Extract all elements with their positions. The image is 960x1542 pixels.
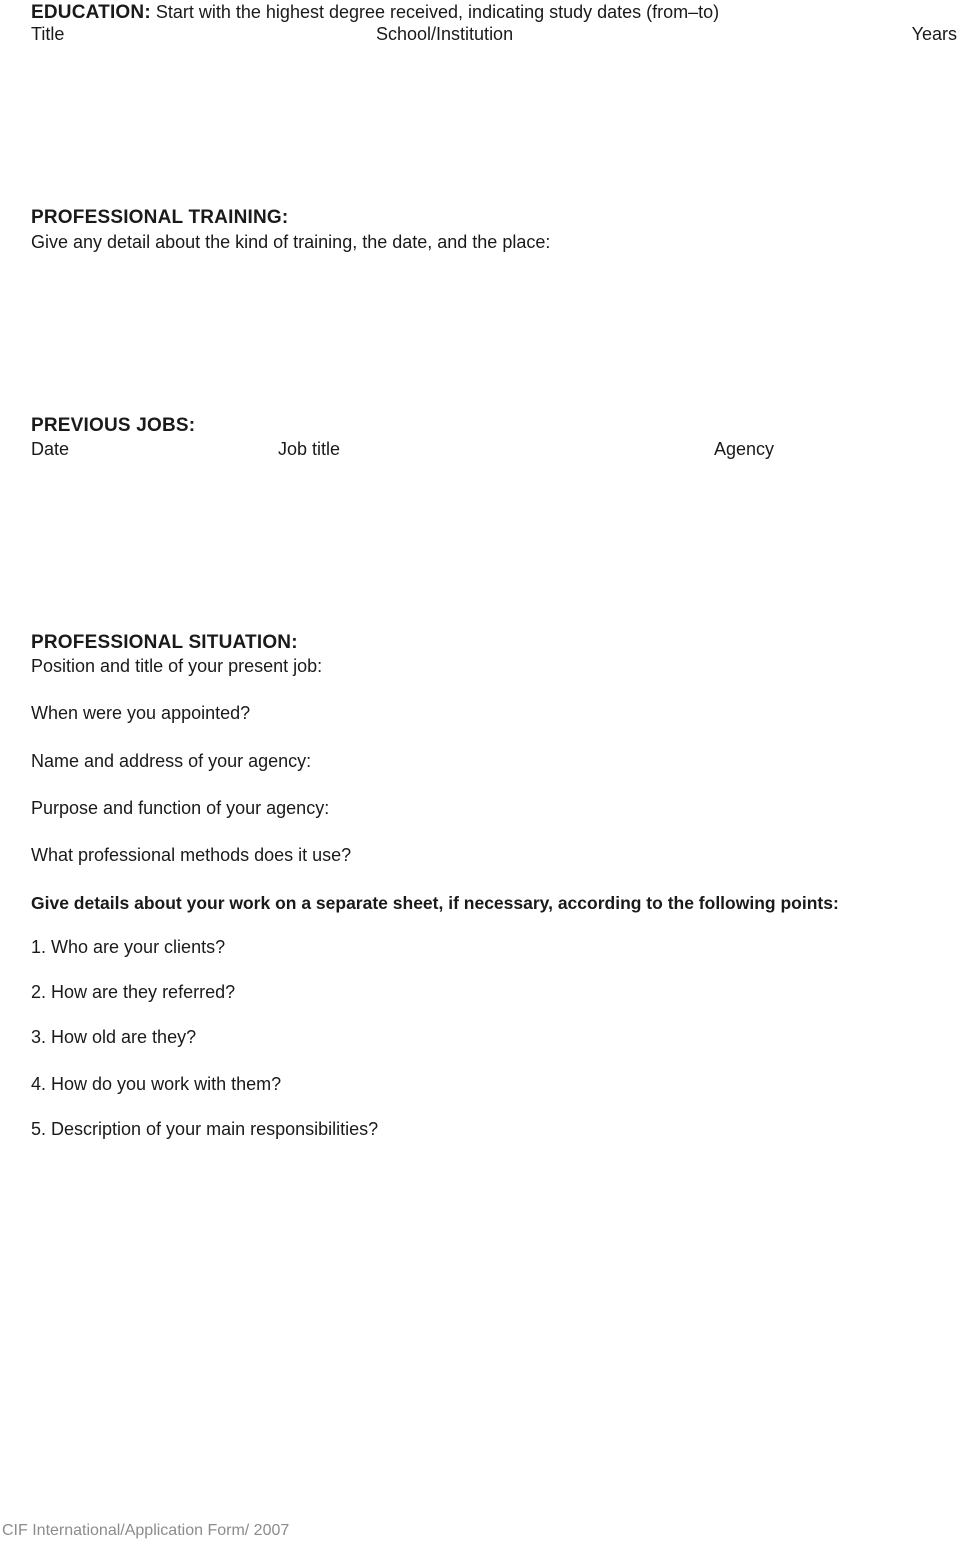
point-work-method: 4. How do you work with them? — [31, 1074, 282, 1094]
professional-training-instruction: Give any detail about the kind of training, the date, and the place: — [31, 232, 551, 252]
previous-jobs-column-date: Date — [31, 439, 70, 459]
education-column-title: Title — [31, 24, 65, 44]
professional-situation-heading: PROFESSIONAL SITUATION: — [31, 632, 298, 653]
education-heading: EDUCATION: — [31, 2, 151, 23]
question-present-job: Position and title of your present job: — [31, 656, 323, 676]
previous-jobs-column-job-title: Job title — [278, 439, 341, 459]
question-agency-address: Name and address of your agency: — [31, 751, 312, 771]
point-referred: 2. How are they referred? — [31, 982, 236, 1002]
point-clients: 1. Who are your clients? — [31, 937, 226, 957]
question-appointed: When were you appointed? — [31, 703, 251, 723]
point-responsibilities: 5. Description of your main responsibilities? — [31, 1119, 379, 1139]
education-header-line — [31, 2, 719, 24]
previous-jobs-heading: PREVIOUS JOBS: — [31, 415, 196, 436]
page-footer: CIF International/Application Form/ 2007 — [2, 1522, 290, 1539]
question-agency-purpose: Purpose and function of your agency: — [31, 798, 330, 818]
education-column-years: Years — [911, 24, 957, 44]
previous-jobs-column-agency: Agency — [714, 439, 775, 459]
professional-training-heading: PROFESSIONAL TRAINING: — [31, 207, 289, 228]
point-age: 3. How old are they? — [31, 1027, 197, 1047]
question-professional-methods: What professional methods does it use? — [31, 845, 352, 865]
education-instruction: Start with the highest degree received, indicating study dates (from–to) — [155, 2, 720, 22]
work-details-instruction: Give details about your work on a separate sheet, if necessary, according to the following points: — [31, 893, 839, 913]
education-column-school: School/Institution — [376, 24, 514, 44]
